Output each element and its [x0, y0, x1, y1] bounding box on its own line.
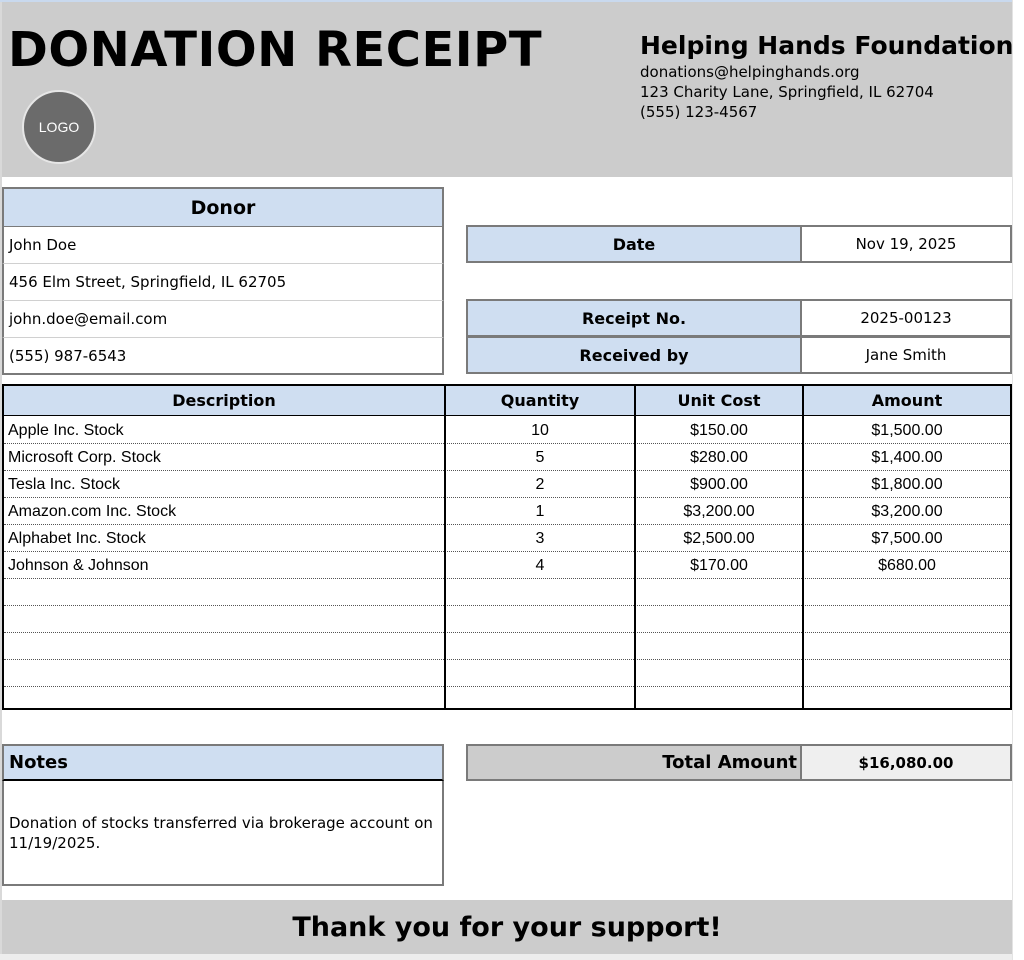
item-description	[8, 687, 444, 714]
item-unit-cost: $3,200.00	[683, 502, 755, 520]
item-amount: $3,200.00	[871, 502, 943, 520]
item-unit-cost: $280.00	[690, 448, 748, 466]
item-amount: $680.00	[878, 556, 936, 574]
item-quantity	[446, 579, 634, 606]
table-row	[4, 552, 1010, 579]
item-amount	[804, 579, 1010, 606]
column-divider	[634, 386, 636, 708]
column-header-quantity: Quantity	[446, 386, 634, 416]
item-description	[8, 606, 444, 633]
sheet-margin	[1012, 0, 1024, 960]
item-quantity	[446, 687, 634, 714]
donor-header: Donor	[2, 187, 444, 227]
organization-address: 123 Charity Lane, Springfield, IL 62704	[640, 83, 934, 101]
item-unit-cost: $2,500.00	[683, 529, 755, 547]
logo: LOGO	[22, 90, 96, 164]
item-quantity: 4	[535, 556, 545, 574]
item-unit-cost: $900.00	[690, 475, 748, 493]
item-quantity: 5	[535, 448, 545, 466]
item-amount: $1,800.00	[871, 475, 943, 493]
received-by-label: Received by	[466, 336, 802, 374]
total-amount-value: $16,080.00	[802, 744, 1012, 781]
item-description: Alphabet Inc. Stock	[8, 529, 146, 547]
item-amount	[804, 687, 1010, 714]
date-value: Nov 19, 2025	[802, 225, 1012, 263]
notes-text: Donation of stocks transferred via brokerage account on 11/19/2025.	[2, 781, 444, 886]
receipt-number-value: 2025-00123	[802, 299, 1012, 337]
item-unit-cost	[636, 579, 802, 606]
item-description	[8, 633, 444, 660]
column-header-unit-cost: Unit Cost	[636, 386, 802, 416]
item-description	[8, 579, 444, 606]
item-unit-cost: $170.00	[690, 556, 748, 574]
date-label: Date	[466, 225, 802, 263]
item-quantity: 10	[531, 421, 549, 439]
item-description: Amazon.com Inc. Stock	[8, 502, 177, 520]
column-header-amount: Amount	[804, 386, 1010, 416]
thank-you-message: Thank you for your support!	[2, 900, 1012, 954]
item-description	[8, 660, 444, 687]
donor-name: John Doe	[2, 227, 444, 264]
item-description: Tesla Inc. Stock	[8, 475, 121, 493]
table-row	[4, 417, 1010, 444]
item-quantity	[446, 633, 634, 660]
notes-header: Notes	[2, 744, 444, 781]
table-row	[4, 633, 1010, 660]
column-divider	[802, 386, 804, 708]
item-unit-cost	[636, 687, 802, 714]
item-quantity	[446, 606, 634, 633]
organization-phone: (555) 123-4567	[640, 103, 758, 121]
items-table	[2, 384, 1012, 710]
item-quantity: 1	[535, 502, 545, 520]
table-row	[4, 444, 1010, 471]
receipt-title: DONATION RECEIPT	[8, 22, 543, 78]
item-amount: $1,400.00	[871, 448, 943, 466]
table-row	[4, 525, 1010, 552]
item-amount	[804, 660, 1010, 687]
item-amount: $1,500.00	[871, 421, 943, 439]
table-row	[4, 498, 1010, 525]
item-unit-cost: $150.00	[690, 421, 748, 439]
item-unit-cost	[636, 660, 802, 687]
table-row	[4, 660, 1010, 687]
item-description: Microsoft Corp. Stock	[8, 448, 161, 466]
item-unit-cost	[636, 633, 802, 660]
donor-email: john.doe@email.com	[2, 301, 444, 338]
table-row	[4, 606, 1010, 633]
receipt-number-label: Receipt No.	[466, 299, 802, 337]
sheet-bottom-border	[0, 954, 1012, 960]
total-amount-label: Total Amount	[466, 744, 802, 781]
item-amount: $7,500.00	[871, 529, 943, 547]
item-description: Johnson & Johnson	[8, 556, 149, 574]
column-divider	[444, 386, 446, 708]
organization-name: Helping Hands Foundation	[640, 31, 1014, 60]
item-quantity: 2	[535, 475, 545, 493]
column-header-description: Description	[4, 386, 444, 416]
item-quantity: 3	[535, 529, 545, 547]
item-amount	[804, 633, 1010, 660]
item-quantity	[446, 660, 634, 687]
item-amount	[804, 606, 1010, 633]
item-unit-cost	[636, 606, 802, 633]
item-description: Apple Inc. Stock	[8, 421, 124, 439]
donor-phone: (555) 987-6543	[2, 338, 444, 375]
table-row	[4, 471, 1010, 498]
table-row	[4, 579, 1010, 606]
donor-address: 456 Elm Street, Springfield, IL 62705	[2, 264, 444, 301]
table-row	[4, 687, 1010, 714]
received-by-value: Jane Smith	[802, 336, 1012, 374]
organization-email: donations@helpinghands.org	[640, 63, 860, 81]
